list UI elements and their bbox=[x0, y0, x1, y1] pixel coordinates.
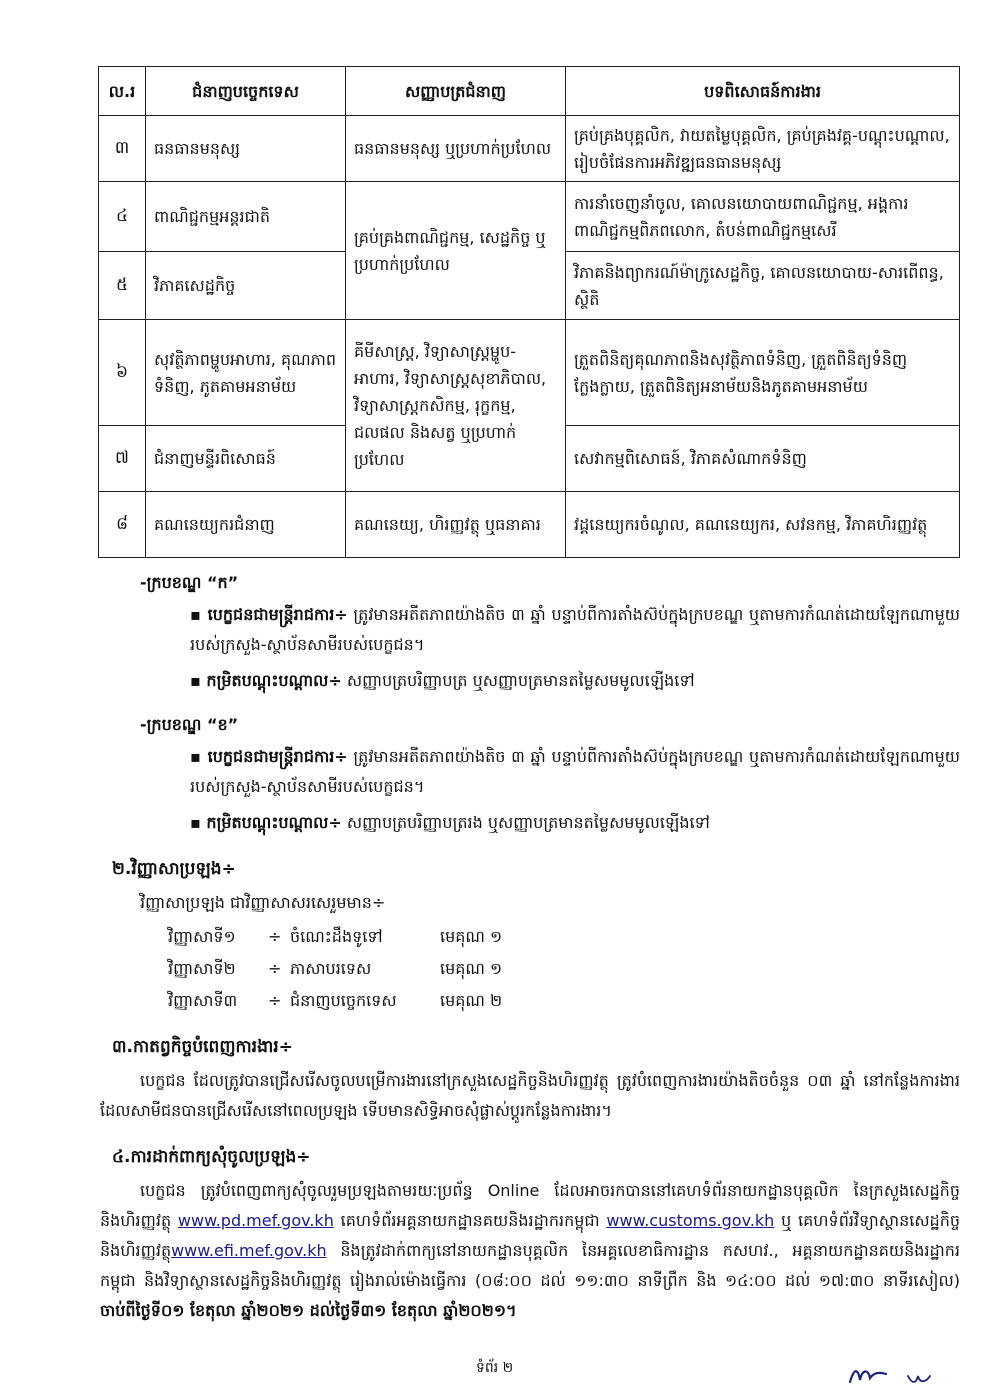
table-row bbox=[99, 492, 960, 558]
subject-coefficient: មេគុណ ២ bbox=[440, 991, 503, 1010]
group-b-title: -ក្របខណ្ឌ “ខ” bbox=[140, 715, 239, 734]
application-date-range: ចាប់ពីថ្ងៃទី០១ ខែតុលា ឆ្នាំ២០២១ ដល់ថ្ងៃទី៣១ ខែតុលា ឆ្នាំ២០២១។ bbox=[100, 1301, 517, 1320]
row-skill: ពាណិជ្ជកម្មអន្តរជាតិ bbox=[146, 182, 346, 252]
group-a-exp-text: ត្រូវមានអតីតភាពយ៉ាងតិច ៣ ឆ្នាំ បន្ទាប់ពីការតាំងស៊ប់ក្នុងក្របខណ្ឌ ឬតាមការកំណត់ដោយឡែកណាមួយរបស់ក្រសួង-ស្ថាប័នសាមីរបស់បេក្ខជន។ bbox=[190, 605, 960, 654]
customs-link[interactable]: www.customs.gov.kh bbox=[606, 1211, 775, 1230]
section4-heading: ៤.ការដាក់ពាក្យសុំចូលប្រឡង÷ bbox=[112, 1147, 311, 1167]
subject-name: វិញ្ញាសាទី២ bbox=[168, 959, 236, 978]
table-row bbox=[99, 116, 960, 182]
row-experience: វិភាគនិងព្យាករណ៍ម៉ាក្រូសេដ្ឋកិច្ច, គោលនយោបាយ-សារពើពន្ធ, ស្ថិតិ bbox=[566, 252, 960, 320]
row-degree: ធនធានមនុស្ស ឬប្រហាក់ប្រហែល bbox=[346, 116, 566, 182]
row-skill: ជំនាញមន្ទីរពិសោធន៍ bbox=[146, 426, 346, 492]
row-degree: គីមីសាស្ត្រ, វិទ្យាសាស្ត្រម្ហូប-អាហារ, វិទ្យាសាស្ត្រសុខាភិបាល, វិទ្យាសាស្ត្រកសិកម្ម, រុក្ខកម្ម, ជលផល និងសត្វ ឬប្រហាក់ប្រហែល bbox=[346, 320, 566, 492]
table-header-row bbox=[99, 67, 960, 116]
section2-heading: ២.វិញ្ញាសាប្រឡង÷ bbox=[112, 859, 236, 879]
skills-table bbox=[98, 66, 960, 558]
row-skill: វិភាគសេដ្ឋកិច្ច bbox=[146, 252, 346, 320]
row-no: ៨ bbox=[99, 492, 146, 558]
section4-text-2: គេហទំព័រអគ្គនាយកដ្ឋានគយនិងរដ្ឋាករកម្ពុជា bbox=[333, 1211, 607, 1230]
group-a-exp-label: ▪ បេក្ខជនជាមន្ត្រីរាជការ÷ bbox=[190, 605, 348, 624]
row-experience: ការនាំចេញនាំចូល, គោលនយោបាយពាណិជ្ជកម្ម, អង្គការពាណិជ្ជកម្មពិភពលោក, តំបន់ពាណិជ្ជកម្មសេរី bbox=[566, 182, 960, 252]
efi-mef-link[interactable]: www.efi.mef.gov.kh bbox=[171, 1241, 327, 1260]
row-experience: ត្រួតពិនិត្យគុណភាពនិងសុវត្ថិភាពទំនិញ, ត្រួតពិនិត្យទំនិញក្លែងក្លាយ, ត្រួតពិនិត្យអនាម័យនិងភូតគាមអនាម័យ bbox=[566, 320, 960, 426]
section2-intro: វិញ្ញាសាប្រឡង ជាវិញ្ញាសាសរសេរួមមាន÷ bbox=[140, 893, 386, 912]
header-experience: បទពិសោធន៍ការងារ bbox=[566, 67, 960, 116]
page-number: ទំព័រ ២ bbox=[476, 1360, 514, 1376]
row-no: ៧ bbox=[99, 426, 146, 492]
group-b-exp-text: ត្រូវមានអតីតភាពយ៉ាងតិច ៣ ឆ្នាំ បន្ទាប់ពីការតាំងស៊ប់ក្នុងក្របខណ្ឌ ឬតាមការកំណត់ដោយឡែកណាមួយរបស់ក្រសួង-ស្ថាប័នសាមីរបស់បេក្ខជន។ bbox=[190, 747, 960, 796]
group-b-exp-label: ▪ បេក្ខជនជាមន្ត្រីរាជការ÷ bbox=[190, 747, 348, 766]
group-a-experience bbox=[190, 600, 960, 660]
subject-row bbox=[168, 986, 502, 1016]
row-no: ៤ bbox=[99, 182, 146, 252]
row-skill: សុវត្ថិភាពម្ហូបអាហារ, គុណភាពទំនិញ, ភូតគាមអនាម័យ bbox=[146, 320, 346, 426]
header-no: ល.រ bbox=[99, 67, 146, 116]
group-a-edu-label: ▪ កម្រិតបណ្តុះបណ្តាល÷ bbox=[190, 671, 342, 690]
group-a-edu-text: សញ្ញាបត្របរិញ្ញាបត្រ ឬសញ្ញាបត្រមានតម្លៃសមមូលឡើងទៅ bbox=[341, 671, 695, 690]
subject-separator: ÷ bbox=[268, 991, 282, 1010]
row-experience: សេវាកម្មពិសោធន៍, វិភាគសំណាកទំនិញ bbox=[566, 426, 960, 492]
group-b-edu-text: សញ្ញាបត្របរិញ្ញាបត្ររង ឬសញ្ញាបត្រមានតម្លៃសមមូលឡើងទៅ bbox=[341, 813, 710, 832]
section3-heading: ៣.កាតព្វកិច្ចបំពេញការងារ÷ bbox=[112, 1037, 293, 1057]
section4-text-1: បេក្ខជន ត្រូវបំពេញពាក្យសុំចូលរួមប្រឡងតាមរយៈប្រព័ន្ធ Online ដែលអាចរកបាននៅគេហទំព័រនាយកដ្ឋានបុគ្គលិក នៃក្រសួងសេដ្ឋកិច្ចនិងហិរញ្ញវត្ថុ bbox=[100, 1181, 960, 1230]
row-skill: គណនេយ្យករជំនាញ bbox=[146, 492, 346, 558]
table-row bbox=[99, 182, 960, 252]
group-b-experience bbox=[190, 742, 960, 802]
row-no: ៦ bbox=[99, 320, 146, 426]
section3-text: បេក្ខជន ដែលត្រូវបានជ្រើសរើសចូលបម្រើការងារនៅក្រសួងសេដ្ឋកិច្ចនិងហិរញ្ញវត្ថុ ត្រូវបំពេញការងារយ៉ាងតិចចំនួន ០៣ ឆ្នាំ នៅកន្លែងការងារដែលសាមីជនបានជ្រើសរើសនៅពេលប្រឡង ទើបមានសិទ្ធិអាចសុំផ្លាស់ប្តូរកន្លែងការងារ។ bbox=[100, 1071, 960, 1120]
group-b-edu-label: ▪ កម្រិតបណ្តុះបណ្តាល÷ bbox=[190, 813, 342, 832]
row-skill: ធនធានមនុស្ស bbox=[146, 116, 346, 182]
subject-row bbox=[168, 954, 502, 984]
pd-mef-link[interactable]: www.pd.mef.gov.kh bbox=[177, 1211, 334, 1230]
group-a-title: -ក្របខណ្ឌ “ក” bbox=[140, 573, 239, 592]
row-no: ៣ bbox=[99, 116, 146, 182]
subject-separator: ÷ bbox=[268, 927, 282, 946]
subject-row bbox=[168, 922, 502, 952]
subject-topic: ភាសាបរទេស bbox=[290, 959, 372, 978]
section4-text-3: ឬ គេហទំព័រវិទ្យាស្ថានសេដ្ឋកិច្ចនិងហិរញ្ញវត្ថុ bbox=[100, 1211, 961, 1260]
subject-topic: ជំនាញបច្ចេកទេស bbox=[290, 991, 397, 1010]
subject-name: វិញ្ញាសាទី១ bbox=[168, 927, 236, 946]
section4-text bbox=[100, 1176, 960, 1326]
row-experience: វដ្តនេយ្យករចំណូល, គណនេយ្យករ, សវនកម្ម, វិភាគហិរញ្ញវត្ថុ bbox=[566, 492, 960, 558]
header-degree: សញ្ញាបត្រជំនាញ bbox=[346, 67, 566, 116]
row-experience: គ្រប់គ្រងបុគ្គលិក, វាយតម្លៃបុគ្គលិក, គ្រប់គ្រងវគ្គ-បណ្តុះបណ្តាល, រៀបចំផែនការអភិវឌ្ឍធនធានមនុស្ស bbox=[566, 116, 960, 182]
header-skill: ជំនាញបច្ចេកទេស bbox=[146, 67, 346, 116]
group-b-education bbox=[190, 808, 960, 838]
subject-separator: ÷ bbox=[268, 959, 282, 978]
section4-text-4: និងត្រូវដាក់ពាក្យនៅនាយកដ្ឋានបុគ្គលិក នៃអគ្គលេខាធិការដ្ឋាន កសហវ., អគ្គនាយកដ្ឋានគយនិងរដ្ឋាករកម្ពុជា និងវិទ្យាស្ថានសេដ្ឋកិច្ចនិងហិរញ្ញវត្ថុ រៀងរាល់ម៉ោងធ្វើការ (០៨:០០ ដល់ ១១:៣០ នាទីព្រឹក និង ១៤:០០ ដល់ ១៧:៣០ នាទីរសៀល) bbox=[100, 1241, 960, 1290]
row-no: ៥ bbox=[99, 252, 146, 320]
subject-coefficient: មេគុណ ១ bbox=[440, 927, 503, 946]
group-a-education bbox=[190, 666, 960, 696]
subject-coefficient: មេគុណ ១ bbox=[440, 959, 503, 978]
row-degree: គណនេយ្យ, ហិរញ្ញវត្ថុ ឬធនាគារ bbox=[346, 492, 566, 558]
subject-topic: ចំណេះដឹងទូទៅ bbox=[290, 927, 383, 946]
table-row bbox=[99, 320, 960, 426]
initials-signature bbox=[846, 1362, 956, 1390]
row-degree: គ្រប់គ្រងពាណិជ្ជកម្ម, សេដ្ឋកិច្ច ឬប្រហាក់ប្រហែល bbox=[346, 182, 566, 320]
subject-name: វិញ្ញាសាទី៣ bbox=[168, 991, 238, 1010]
